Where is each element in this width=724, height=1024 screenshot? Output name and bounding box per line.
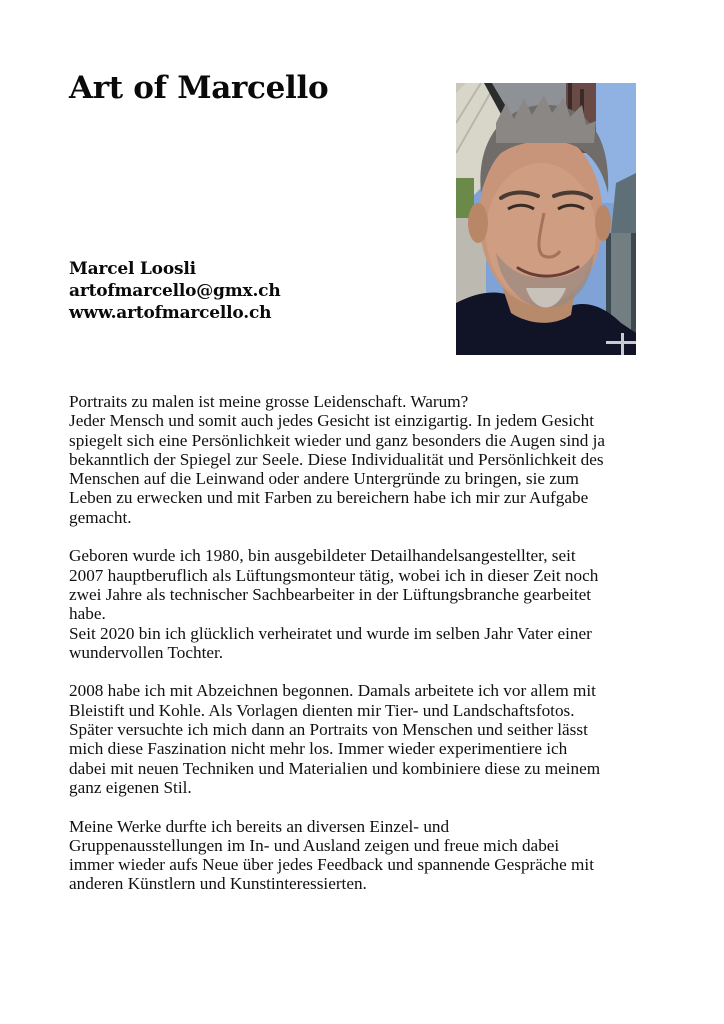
text-line: Später versuchte ich mich dann an Portraits von Menschen und seither lässt [69, 720, 588, 740]
bio-paragraph-passion [69, 392, 659, 527]
text-line: habe. [69, 604, 106, 624]
text-line: ganz eigenen Stil. [69, 777, 192, 797]
page-title: Art of Marcello [69, 70, 329, 106]
text-line: wundervollen Tochter. [69, 642, 224, 662]
bio-paragraph-exhibitions [69, 817, 659, 894]
bio-paragraph-artistic-journey [69, 681, 659, 797]
text-line: anderen Künstlern und Kunstinteressierten. [69, 874, 367, 894]
text-line: gemacht. [69, 507, 132, 527]
text-line: mich diese Faszination nicht mehr los. Immer wieder experimentiere ich [69, 739, 568, 759]
text-line: Geboren wurde ich 1980, bin ausgebildeter Detailhandelsangestellter, seit [69, 546, 576, 566]
contact-block [69, 258, 281, 324]
text-line: zwei Jahre als technischer Sachbearbeiter in der Lüftungsbranche gearbeitet [69, 584, 592, 604]
text-line: Jeder Mensch und somit auch jedes Gesicht ist einzigartig. In jedem Gesicht [69, 411, 595, 431]
text-line: Leben zu erwecken und mit Farben zu bereichern habe ich mir zur Aufgabe [69, 488, 589, 508]
text-line: 2008 habe ich mit Abzeichnen begonnen. Damals arbeitete ich vor allem mit [69, 681, 596, 701]
text-line: Seit 2020 bin ich glücklich verheiratet und wurde im selben Jahr Vater einer [69, 623, 592, 643]
biography-text [69, 392, 659, 913]
text-line: Meine Werke durfte ich bereits an diversen Einzel- und [69, 816, 450, 836]
text-line: Menschen auf die Leinwand oder andere Untergründe zu bringen, sie zum [69, 469, 579, 489]
text-line: immer wieder aufs Neue über jedes Feedback und spannende Gespräche mit [69, 855, 594, 875]
text-line: Portraits zu malen ist meine grosse Leidenschaft. Warum? [69, 392, 469, 411]
website-url: www.artofmarcello.ch [69, 303, 272, 323]
artist-portrait-photo [456, 83, 636, 355]
bio-paragraph-background [69, 546, 659, 662]
artist-name: Marcel Loosli [69, 259, 196, 279]
text-line: Bleistift und Kohle. Als Vorlagen dienten mir Tier- und Landschaftsfotos. [69, 700, 575, 720]
text-line: spiegelt sich eine Persönlichkeit wieder und ganz besonders die Augen sind ja [69, 430, 606, 450]
portrait-image [456, 83, 636, 355]
email-address: artofmarcello@gmx.ch [69, 281, 281, 301]
text-line: 2007 hauptberuflich als Lüftungsmonteur tätig, wobei ich in dieser Zeit noch [69, 565, 599, 585]
text-line: bekanntlich der Spiegel zur Seele. Diese Individualität und Persönlichkeit des [69, 449, 604, 469]
text-line: dabei mit neuen Techniken und Materialien und kombiniere diese zu meinem [69, 758, 601, 778]
text-line: Gruppenausstellungen im In- und Ausland zeigen und freue mich dabei [69, 835, 560, 855]
